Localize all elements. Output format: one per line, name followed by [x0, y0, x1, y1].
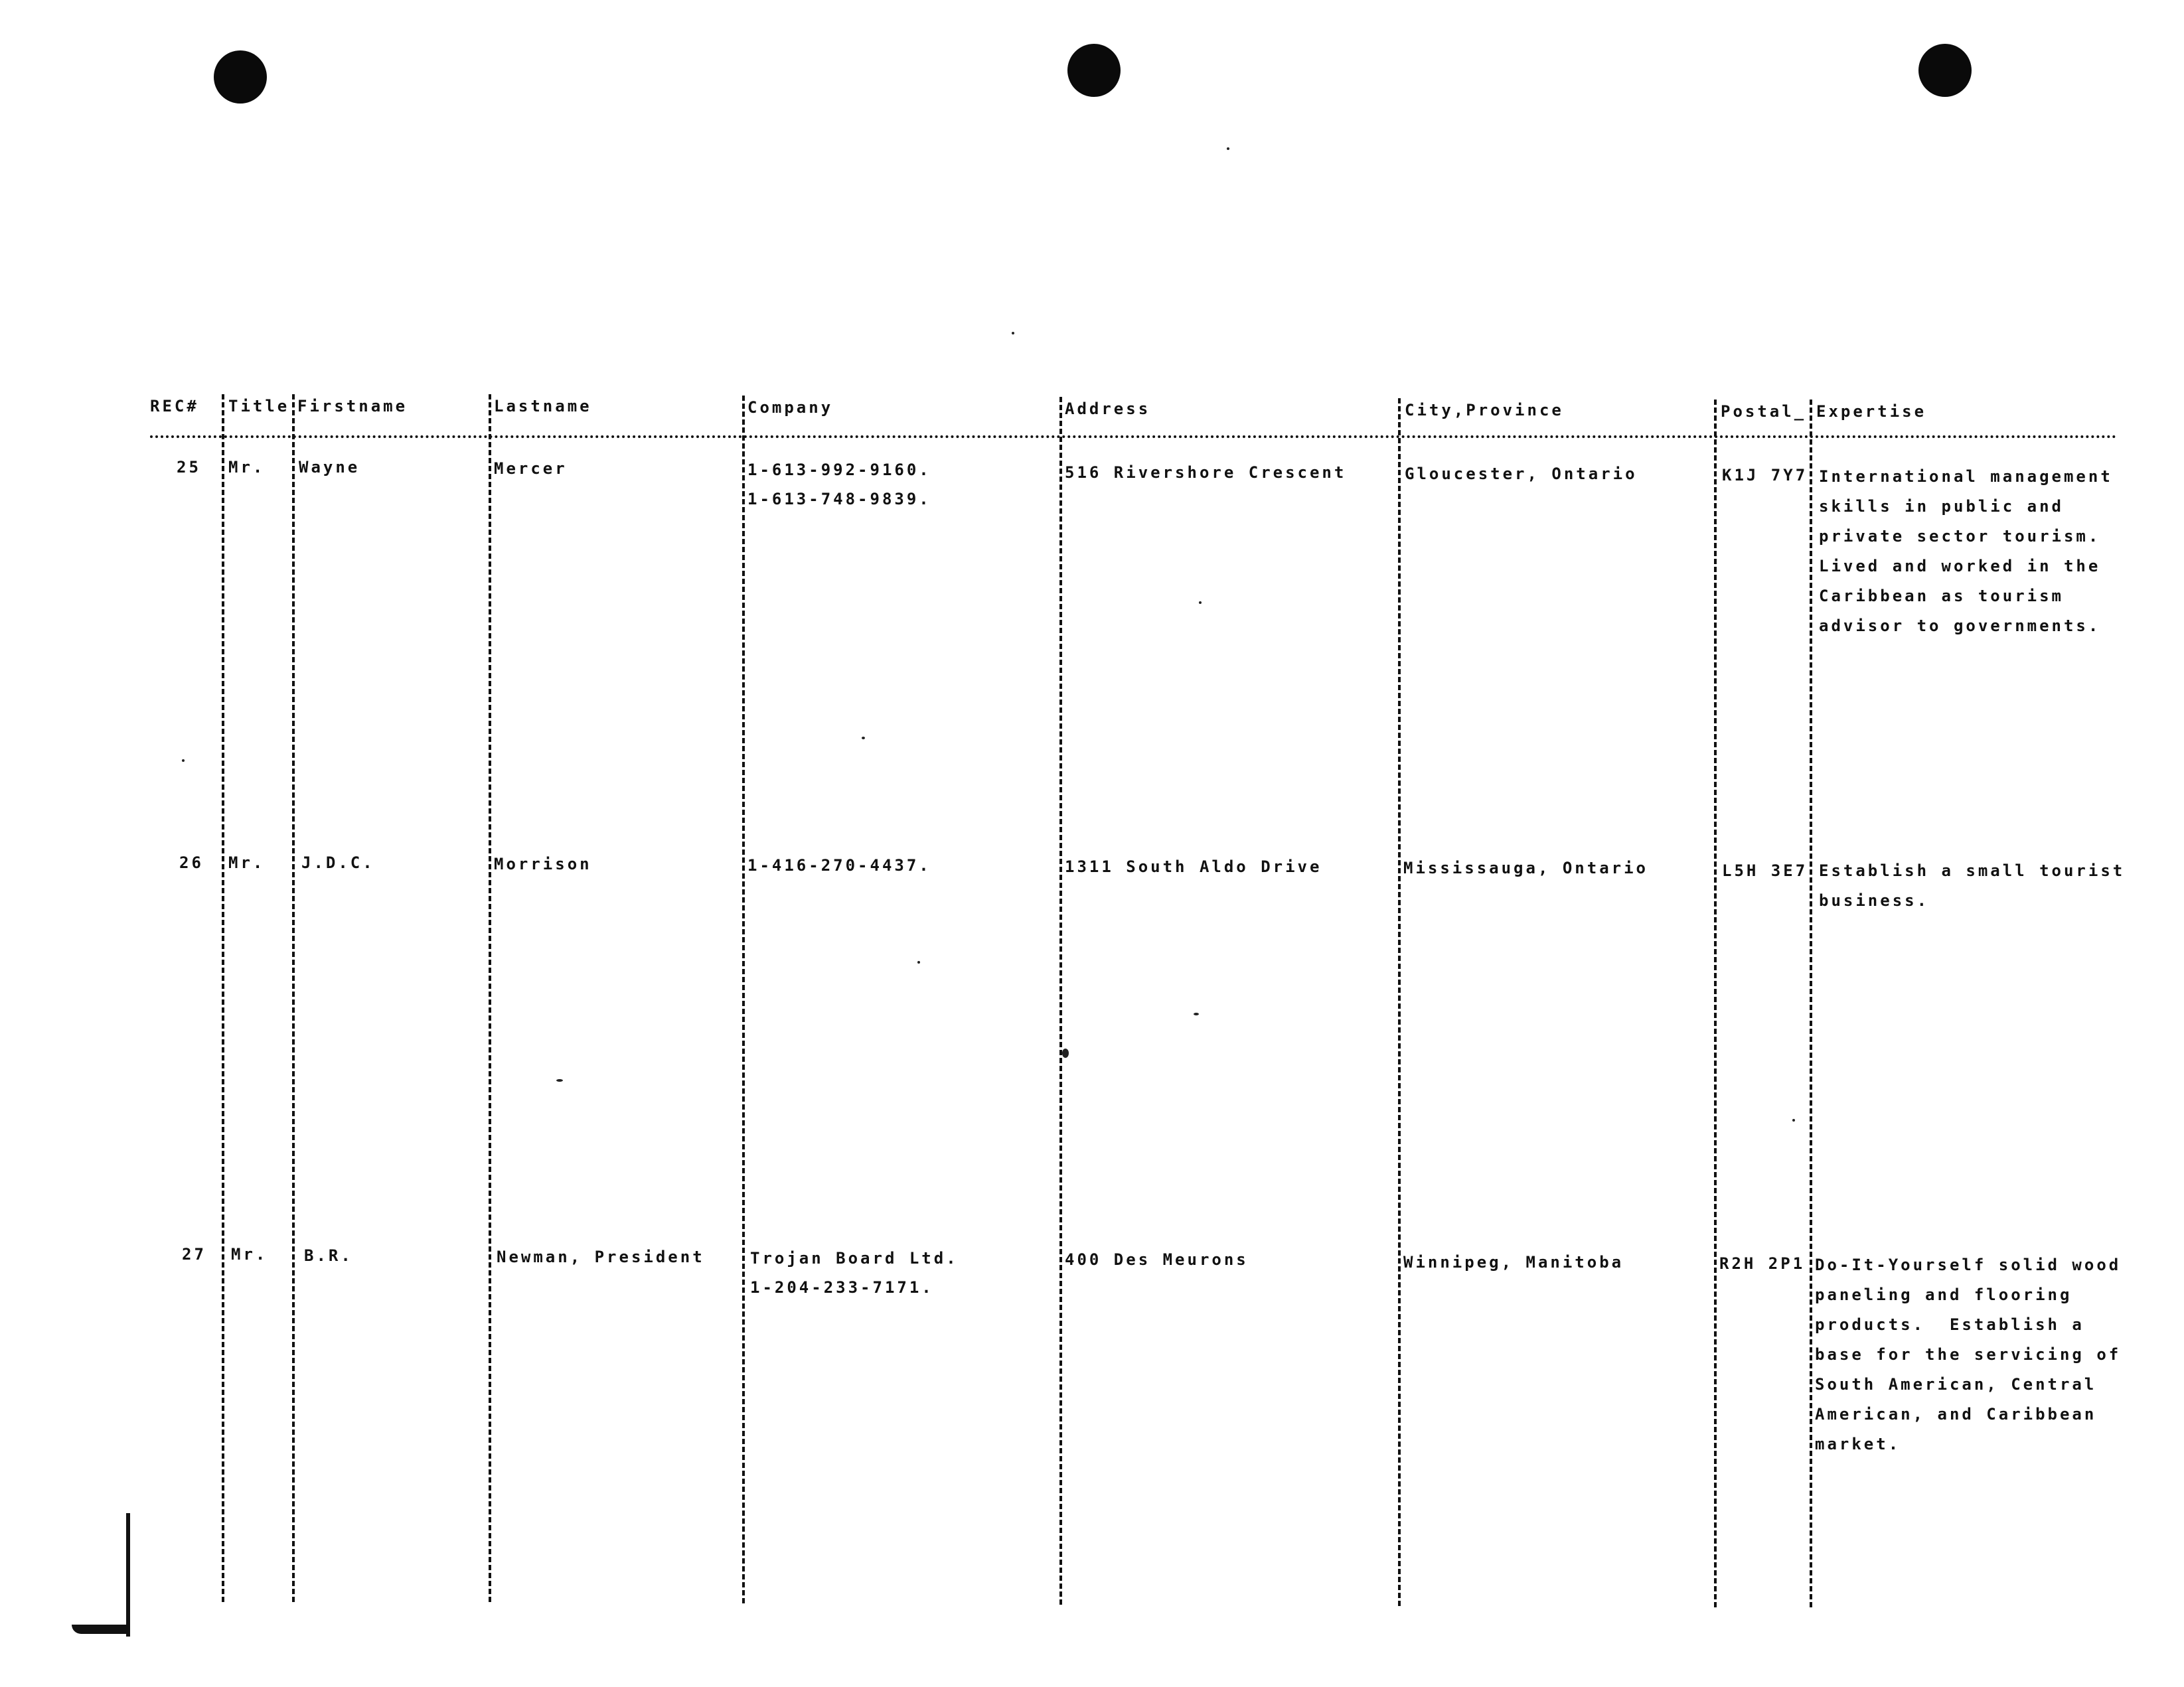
header-postal: Postal_ [1721, 402, 1807, 421]
cell-rec: 27 [182, 1245, 206, 1264]
header-expertise: Expertise [1816, 402, 1927, 421]
header-firstname: Firstname [297, 397, 408, 415]
cell-address: 1311 South Aldo Drive [1065, 857, 1322, 876]
cell-expertise-line: skills in public and [1819, 497, 2064, 516]
cell-lastname: Newman, President [497, 1248, 705, 1266]
column-divider [1714, 400, 1717, 1607]
cell-company-line: 1-204-233-7171. [750, 1278, 934, 1297]
column-divider [222, 394, 224, 1602]
cell-title: Mr. [228, 853, 266, 872]
cell-expertise-line: Do-It-Yourself solid wood [1815, 1256, 2122, 1274]
cell-address: 516 Rivershore Crescent [1065, 463, 1347, 482]
scan-speck [862, 737, 865, 739]
column-divider [1398, 398, 1401, 1606]
scan-speck [1194, 1013, 1199, 1015]
cell-expertise-line: Establish a small tourist [1819, 861, 2126, 880]
column-divider [1059, 397, 1062, 1605]
cell-postal: R2H 2P1 [1719, 1254, 1806, 1273]
cell-city: Mississauga, Ontario [1403, 859, 1648, 877]
cell-title: Mr. [228, 458, 266, 477]
cell-expertise-line: base for the servicing of [1815, 1345, 2122, 1364]
cell-expertise-line: Lived and worked in the [1819, 557, 2101, 575]
punch-hole-center [1067, 44, 1121, 97]
cell-expertise-line: South American, Central [1815, 1375, 2097, 1394]
cell-lastname: Mercer [494, 459, 568, 478]
cell-postal: K1J 7Y7 [1722, 466, 1808, 484]
cell-expertise-line: paneling and flooring [1815, 1285, 2072, 1304]
scan-speck [182, 759, 185, 762]
cell-expertise-line: business. [1819, 891, 1930, 910]
header-divider [150, 435, 2118, 438]
cell-lastname: Morrison [494, 855, 592, 873]
cell-city: Gloucester, Ontario [1405, 465, 1638, 483]
cell-rec: 26 [179, 853, 204, 872]
cell-company-line: 1-613-748-9839. [747, 490, 931, 508]
scan-speck [1062, 1049, 1069, 1058]
cell-city: Winnipeg, Manitoba [1403, 1253, 1624, 1272]
header-city-province: City,Province [1405, 401, 1564, 419]
cell-company-line: 1-416-270-4437. [747, 856, 931, 875]
header-address: Address [1065, 400, 1151, 418]
cell-expertise-line: advisor to governments. [1819, 617, 2101, 635]
punch-hole-left [214, 50, 267, 104]
cell-company-line: Trojan Board Ltd. [750, 1249, 959, 1268]
column-divider [742, 396, 745, 1603]
cell-rec: 25 [177, 458, 201, 477]
cell-expertise-line: products. Establish a [1815, 1315, 2084, 1334]
column-divider [1810, 400, 1812, 1607]
corner-mark [126, 1513, 130, 1637]
cell-company-line: 1-613-992-9160. [747, 461, 931, 479]
scan-speck [1227, 147, 1229, 150]
scan-speck [556, 1079, 563, 1082]
column-divider [292, 394, 295, 1602]
cell-address: 400 Des Meurons [1065, 1250, 1249, 1269]
corner-mark [72, 1625, 130, 1634]
header-rec: REC# [150, 397, 199, 415]
cell-title: Mr. [231, 1245, 268, 1264]
column-divider [489, 394, 491, 1602]
cell-postal: L5H 3E7 [1722, 861, 1808, 880]
cell-firstname: Wayne [299, 458, 360, 477]
cell-expertise-line: International management [1819, 467, 2113, 486]
cell-expertise-line: private sector tourism. [1819, 527, 2101, 546]
cell-expertise-line: American, and Caribbean [1815, 1405, 2097, 1424]
header-lastname: Lastname [494, 397, 592, 415]
scan-speck [1012, 332, 1014, 334]
cell-firstname: B.R. [304, 1246, 353, 1265]
scan-speck [917, 961, 920, 964]
cell-expertise-line: Caribbean as tourism [1819, 587, 2064, 605]
scan-speck [1199, 601, 1202, 604]
cell-expertise-line: market. [1815, 1435, 1901, 1453]
header-company: Company [747, 398, 834, 417]
cell-firstname: J.D.C. [301, 853, 375, 872]
header-title: Title [228, 397, 290, 415]
scan-speck [1792, 1119, 1795, 1122]
punch-hole-right [1918, 44, 1972, 97]
